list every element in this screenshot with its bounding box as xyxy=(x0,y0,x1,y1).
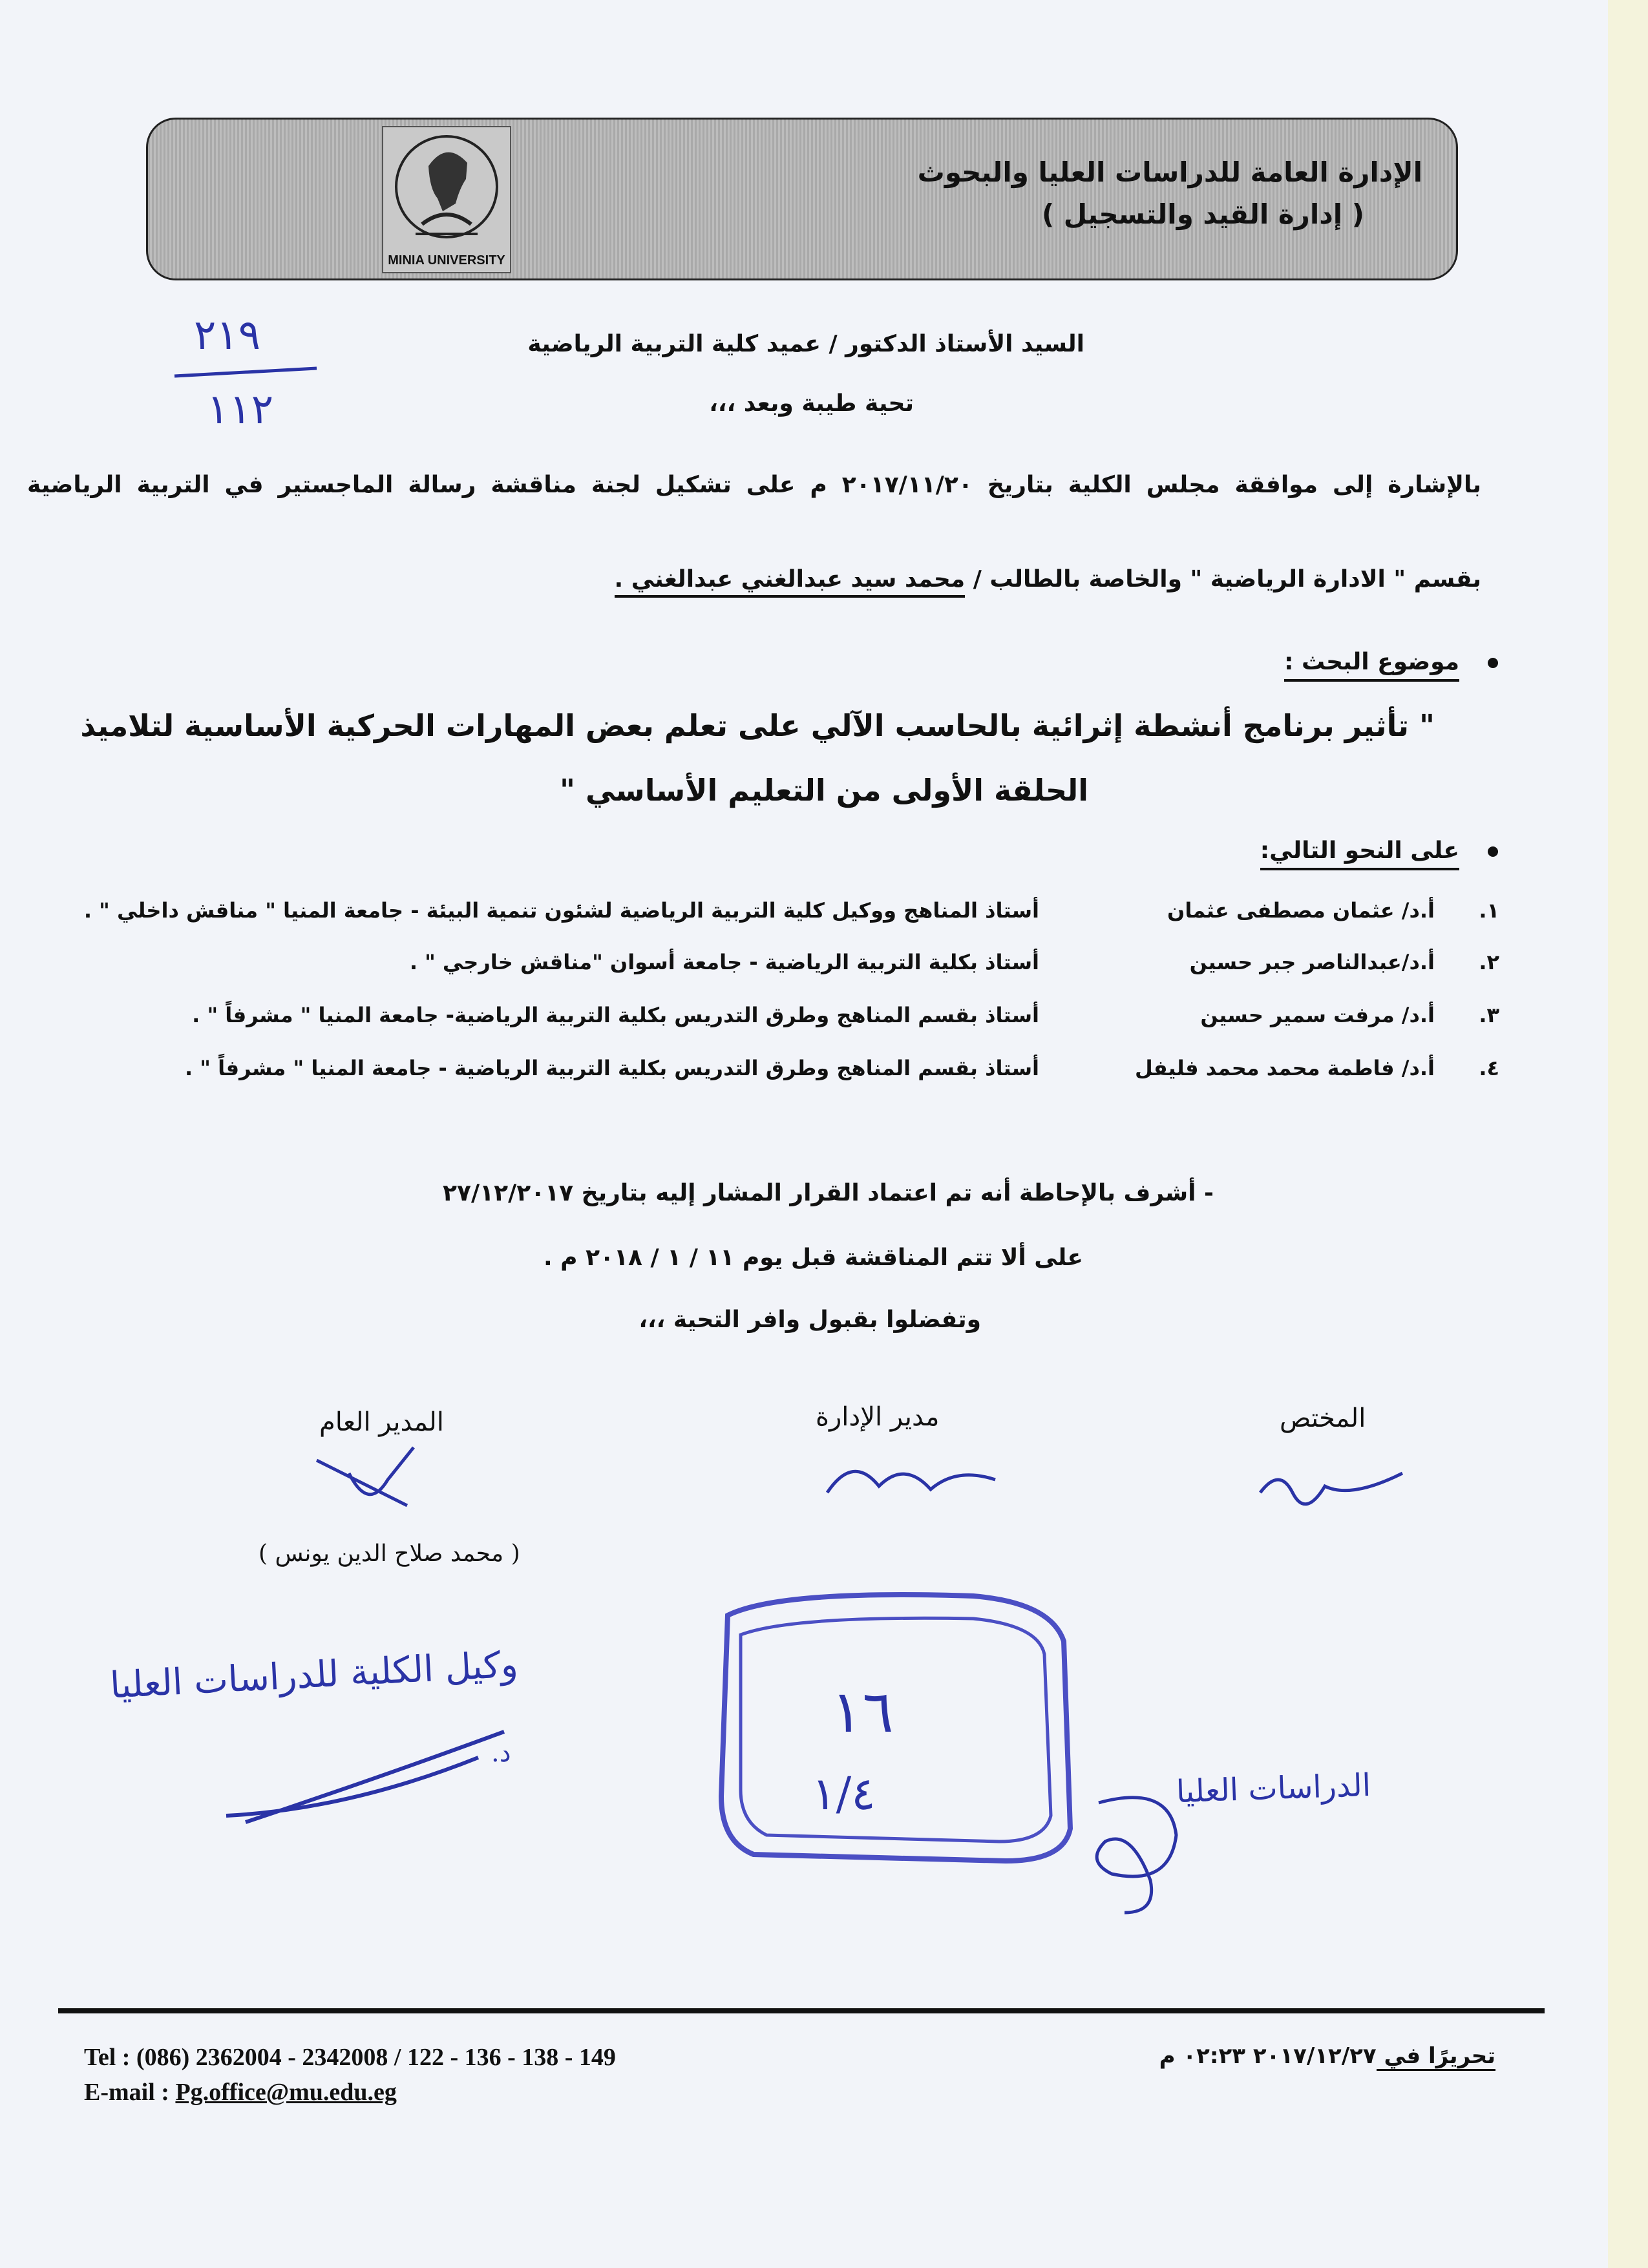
member-number: ٢. xyxy=(1479,950,1499,974)
member-description: أستاذ المناهج ووكيل كلية التربية الرياضية لشئون تنمية البيئة - جامعة المنيا " مناقش داخلي " . xyxy=(83,898,1039,923)
greeting: تحية طيبة وبعد ،،، xyxy=(709,390,914,417)
logo-caption: MINIA UNIVERSITY xyxy=(388,253,505,268)
header-banner xyxy=(146,118,1458,280)
addressee: السيد الأستاذ الدكتور / عميد كلية التربية الرياضية xyxy=(527,331,1084,357)
body-line-2 xyxy=(615,566,1481,593)
general-manager-signature xyxy=(310,1434,439,1518)
vice-dean-note: وكيل الكلية للدراسات العليا xyxy=(109,1643,520,1707)
closing-note: وتفضلوا بقبول وافر التحية ،،، xyxy=(639,1307,981,1333)
university-logo xyxy=(382,126,511,273)
member-name: أ.د/ فاطمة محمد محمد فليفل xyxy=(1134,1056,1435,1080)
issue-date xyxy=(1159,2043,1495,2069)
footer-phone: Tel : (086) 2362004 - 2342008 / 122 - 136 - 138 - 149 xyxy=(84,2044,616,2071)
reference-top: ٢١٩ xyxy=(194,311,261,359)
topic-line-1: " تأثير برنامج أنشطة إثرائية بالحاسب الآلي على تعلم بعض المهارات الحركية الأساسية لتلاميذ xyxy=(80,708,1435,743)
scan-edge xyxy=(1608,0,1648,2268)
approval-signature xyxy=(1073,1783,1202,1926)
deadline-note: على ألا تتم المناقشة قبل يوم ١١ / ١ / ٢٠١٨ م . xyxy=(543,1244,1083,1271)
vice-dean-title: د. xyxy=(491,1738,511,1768)
member-description: أستاذ بكلية التربية الرياضية - جامعة أسوان "مناقش خارجي " . xyxy=(409,950,1039,974)
studies-note: الدراسات العليا xyxy=(1176,1767,1371,1811)
footer-email xyxy=(84,2078,397,2106)
body-line-1: بالإشارة إلى موافقة مجلس الكلية بتاريخ ٢٠١٧/١١/٢٠ م على تشكيل لجنة مناقشة رسالة الماجستير في التربية الرياضية xyxy=(27,472,1482,498)
specialist-label: المختص xyxy=(1280,1403,1366,1433)
member-name: أ.د/ مرفت سمير حسين xyxy=(1200,1003,1435,1027)
header-title: الإدارة العامة للدراسات العليا والبحوث xyxy=(917,156,1422,188)
member-name: أ.د/عبدالناصر جبر حسين xyxy=(1189,950,1435,974)
dept-manager-label: مدير الإدارة xyxy=(816,1402,940,1432)
date-label: تحريرًا في xyxy=(1377,2043,1495,2071)
general-manager-name: ( محمد صلاح الدين يونس ) xyxy=(259,1540,520,1567)
specialist-signature xyxy=(1254,1454,1409,1518)
department-text: بقسم " الادارة الرياضية " والخاصة بالطالب / xyxy=(965,566,1481,593)
member-number: ١. xyxy=(1479,898,1499,923)
vice-dean-signature xyxy=(220,1719,517,1835)
member-number: ٤. xyxy=(1479,1056,1499,1080)
topic-label: موضوع البحث : xyxy=(1284,649,1459,682)
stamp-date: ١/٤ xyxy=(812,1767,876,1820)
topic-line-2: الحلقة الأولى من التعليم الأساسي " xyxy=(559,773,1089,808)
nefertiti-icon xyxy=(383,127,510,250)
member-number: ٣. xyxy=(1479,1003,1499,1027)
email-address[interactable]: Pg.office@mu.edu.eg xyxy=(175,2079,397,2106)
topic-heading xyxy=(1284,649,1498,675)
bullet-icon xyxy=(1488,658,1498,668)
general-manager-label: المدير العام xyxy=(319,1407,444,1437)
approval-note: - أشرف بالإحاطة أنه تم اعتماد القرار المشار إليه بتاريخ ٢٧/١٢/٢٠١٧ xyxy=(443,1180,1214,1206)
footer-divider xyxy=(58,2008,1545,2013)
handwritten-reference xyxy=(168,304,323,433)
reference-bottom: ١١٢ xyxy=(207,386,274,433)
member-description: أستاذ بقسم المناهج وطرق التدريس بكلية التربية الرياضية - جامعة المنيا " مشرفاً " . xyxy=(185,1056,1039,1080)
header-subtitle: ( إدارة القيد والتسجيل ) xyxy=(1041,198,1364,230)
student-name: محمد سيد عبدالغني عبدالغني . xyxy=(615,566,966,598)
committee-label: على النحو التالي: xyxy=(1260,837,1459,870)
bullet-icon xyxy=(1488,846,1498,857)
dept-manager-signature xyxy=(821,1441,1002,1512)
receipt-stamp xyxy=(702,1583,1103,1867)
email-label: E-mail : xyxy=(84,2079,176,2106)
committee-heading xyxy=(1260,837,1498,864)
date-value: ٢٠١٧/١٢/٢٧ ٠٢:٢٣ م xyxy=(1159,2043,1377,2069)
stamp-number: ١٦ xyxy=(831,1678,894,1746)
member-description: أستاذ بقسم المناهج وطرق التدريس بكلية التربية الرياضية- جامعة المنيا " مشرفاً " . xyxy=(192,1003,1039,1027)
member-name: أ.د/ عثمان مصطفى عثمان xyxy=(1167,898,1435,923)
